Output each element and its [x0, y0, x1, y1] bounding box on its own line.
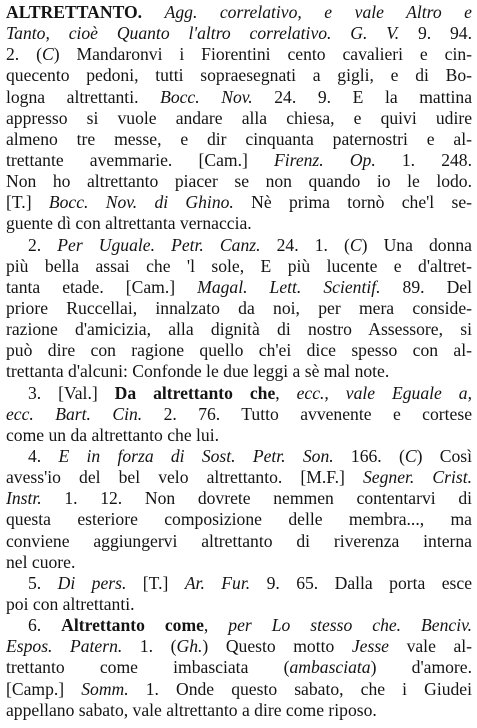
headword: Da altrettanto che: [114, 382, 276, 403]
text-run: poi con altrettanti.: [6, 593, 135, 614]
text-run: 4.: [28, 445, 59, 466]
entry-line: [6, 594, 472, 615]
italic-text: ecc., vale Eguale a,: [296, 382, 472, 403]
text-run: 2. 76. Tutto avvenente e cortese: [142, 403, 472, 424]
text-run: trettanta d'alcuni: Confonde le due leggi a sè mal note.: [6, 361, 390, 382]
text-run: logna altrettanti.: [6, 86, 161, 107]
italic-text: Somm.: [81, 678, 129, 699]
dictionary-entry: [6, 2, 472, 235]
entry-line: [6, 298, 472, 319]
entry-line: [6, 467, 472, 488]
text-run: ,: [275, 382, 297, 403]
italic-text: per Lo stesso che. Benciv.: [228, 615, 472, 636]
text-run: nel cuore.: [6, 551, 76, 572]
entry-line: [6, 150, 472, 171]
text-run: almeno tre messe, e dir cinquanta paternostri e al-: [6, 128, 472, 149]
entry-line: [6, 213, 472, 234]
text-run: più bella assai che 'l sole, E più lucente e d'altret-: [6, 255, 472, 276]
text-run: 2. (: [6, 44, 42, 65]
text-run: guente dì con altrettanta vernaccia.: [6, 213, 252, 234]
text-run: può dire con ragione quello ch'ei dice spesso con al-: [6, 340, 472, 361]
entry-line: [6, 23, 472, 44]
entry-line: [6, 679, 472, 700]
text-run: tanta etade. [Cam.]: [6, 276, 198, 297]
entry-line: [6, 256, 472, 277]
italic-text: Instr.: [6, 488, 42, 509]
entry-line: [6, 446, 472, 467]
italic-text: ambasciata: [289, 657, 371, 678]
entry-line: [6, 425, 472, 446]
text-run: ) d'amore.: [370, 657, 472, 678]
italic-text: Bocc. Nov.: [160, 86, 253, 107]
italic-text: Espos. Patern.: [6, 636, 123, 657]
text-run: priore Ruccellai, innalzato da noi, per mera conside-: [6, 297, 472, 318]
dictionary-entry: [6, 383, 472, 446]
entry-line: [6, 319, 472, 340]
entry-line: [6, 65, 472, 86]
italic-text: E in forza di Sost. Petr. Son.: [58, 445, 334, 466]
text-run: 166. (: [333, 445, 405, 466]
text-run: [T.]: [126, 572, 185, 593]
entry-line: [6, 636, 472, 657]
text-run: 1. 12. Non dovrete nemmen contentarvi di: [41, 488, 472, 509]
entry-list: [6, 2, 472, 721]
entry-line: [6, 361, 472, 382]
text-run: razione d'amicizia, alla dignità di nostro Assessore, si: [6, 319, 472, 340]
text-run: ) Una donna: [361, 234, 472, 255]
entry-line: [6, 235, 472, 256]
text-run: 1. (: [122, 636, 177, 657]
text-run: ,: [203, 615, 229, 636]
entry-line: [6, 509, 472, 530]
text-run: 5.: [28, 572, 58, 593]
italic-text: Magal. Lett. Scientif.: [197, 276, 381, 297]
text-run: trettanto come imbasciata (: [6, 657, 290, 678]
entry-line: [6, 615, 472, 636]
entry-line: [6, 552, 472, 573]
italic-text: Bocc. Nov. di Ghino.: [48, 192, 234, 213]
dictionary-entry: [6, 235, 472, 383]
text-run: questa esteriore composizione delle membra..., ma: [6, 509, 472, 530]
dictionary-page: [6, 2, 472, 721]
text-run: ) Questo motto: [202, 636, 352, 657]
entry-line: [6, 129, 472, 150]
text-run: 9. 65. Dalla porta esce: [250, 572, 472, 593]
italic-text: ecc. Bart. Cin.: [6, 403, 143, 424]
text-run: 6.: [28, 615, 62, 636]
italic-text: Gh.: [176, 636, 203, 657]
text-run: avess'io del bel velo altrettanto. [M.F.]: [6, 467, 363, 488]
italic-text: Agg. correlativo, e vale Altro e: [164, 2, 472, 22]
text-run: come un da altrettanto che lui.: [6, 424, 219, 445]
text-run: 3. [Val.]: [28, 382, 115, 403]
entry-line: [6, 108, 472, 129]
headword: Altrettanto come: [61, 615, 204, 636]
text-run: [Camp.]: [6, 678, 82, 699]
italic-text: Ar. Fur.: [184, 572, 251, 593]
text-run: 1. Onde questo sabato, che i Giudei: [128, 678, 472, 699]
text-run: 1. 248.: [375, 149, 472, 170]
text-run: appellano sabato, vale altrettanto a dire come riposo.: [6, 699, 377, 720]
entry-line: [6, 488, 472, 509]
text-run: 2.: [28, 234, 58, 255]
entry-line: [6, 171, 472, 192]
entry-line: [6, 277, 472, 298]
italic-text: Segner. Crist.: [363, 467, 472, 488]
text-run: appresso si vuole andare alla chiesa, e quivi udire: [6, 107, 472, 128]
text-run: 89. Del: [380, 276, 472, 297]
text-run: 24. 9. E la mattina: [252, 86, 472, 107]
dictionary-entry: [6, 446, 472, 573]
entry-line: [6, 383, 472, 404]
text-run: 9. 94.: [399, 23, 472, 44]
entry-line: [6, 192, 472, 213]
entry-line: [6, 531, 472, 552]
headword: ALTRETTANTO.: [6, 2, 143, 22]
text-run: ) Così: [416, 445, 472, 466]
italic-text: Di pers.: [57, 572, 127, 593]
text-run: 24. 1. (: [260, 234, 350, 255]
text-run: conviene aggiungervi altrettanto di riverenza interna: [6, 530, 472, 551]
entry-line: [6, 700, 472, 721]
entry-line: [6, 2, 472, 23]
italic-text: C: [349, 234, 362, 255]
text-run: quecento pedoni, tutti sopraesegnati a gigli, e di Bo-: [6, 65, 472, 86]
entry-line: [6, 404, 472, 425]
text-run: [142, 2, 165, 22]
italic-text: C: [404, 445, 417, 466]
text-run: Nè prima tornò che'l se-: [233, 192, 472, 213]
entry-line: [6, 87, 472, 108]
entry-line: [6, 44, 472, 65]
text-run: ) Mandaronvi i Fiorentini cento cavalieri e cin-: [53, 44, 472, 65]
italic-text: Firenz. Op.: [273, 149, 376, 170]
entry-line: [6, 573, 472, 594]
entry-line: [6, 340, 472, 361]
text-run: Non ho altrettanto piacer se non quando io le lodo.: [6, 171, 472, 192]
dictionary-entry: [6, 573, 472, 615]
italic-text: C: [41, 44, 54, 65]
text-run: trettante avemmarie. [Cam.]: [6, 149, 274, 170]
dictionary-entry: [6, 615, 472, 721]
text-run: vale al-: [389, 636, 472, 657]
italic-text: Per Uguale. Petr. Canz.: [57, 234, 261, 255]
italic-text: Tanto, cioè Quanto l'altro correlativo. G. V.: [6, 23, 400, 44]
text-run: [T.]: [6, 192, 49, 213]
italic-text: Jesse: [351, 636, 389, 657]
entry-line: [6, 657, 472, 678]
